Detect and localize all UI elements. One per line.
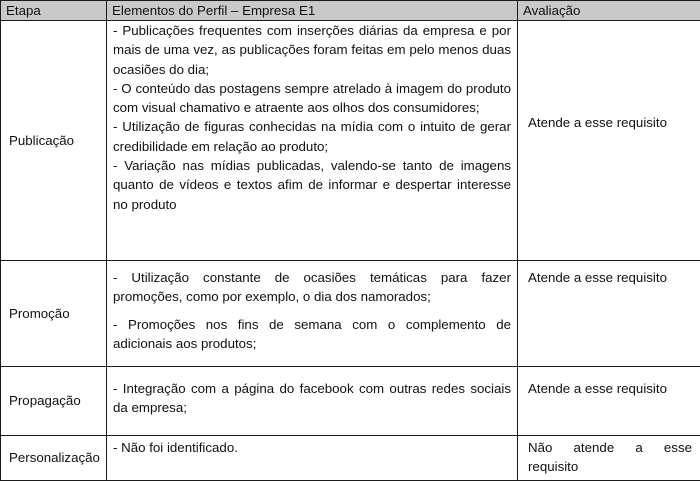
evaluation-cell: Atende a esse requisito (518, 367, 700, 436)
element-item: - Promoções nos fins de semana com o complemento de adicionais aos produtos; (113, 315, 511, 354)
element-item: - O conteúdo das postagens sempre atrelado à imagem do produto com visual chamativo e atraente aos olhos dos consumidores; (113, 79, 511, 118)
elements-cell (107, 21, 518, 261)
element-item: - Integração com a página do facebook com outras redes sociais da empresa; (113, 379, 511, 418)
element-item: - Utilização constante de ocasiões temáticas para fazer promoções, como por exemplo, o dia dos namorados; (113, 268, 511, 307)
stage-cell: Propagação (1, 367, 107, 436)
table-header (1, 1, 700, 21)
table-row-promocao (1, 261, 700, 367)
table-row-propagacao (1, 367, 700, 436)
header-row (1, 1, 700, 21)
evaluation-cell: Não atende a esse requisito (518, 436, 700, 481)
header-stage: Etapa (1, 1, 107, 21)
evaluation-cell: Atende a esse requisito (518, 21, 700, 261)
evaluation-cell: Atende a esse requisito (518, 261, 700, 367)
table-body (1, 21, 700, 481)
elements-cell (107, 436, 518, 481)
header-elements: Elementos do Perfil – Empresa E1 (107, 1, 518, 21)
table-row-publicacao (1, 21, 700, 261)
table-row-personalizacao (1, 436, 700, 481)
element-item: - Utilização de figuras conhecidas na mídia com o intuito de gerar credibilidade em relação ao produto; (113, 117, 511, 156)
stage-cell: Promoção (1, 261, 107, 367)
elements-cell (107, 261, 518, 367)
stage-cell: Personalização (1, 436, 107, 481)
stage-cell: Publicação (1, 21, 107, 261)
element-item: - Não foi identificado. (113, 438, 511, 457)
header-evaluation: Avaliação (518, 1, 700, 21)
elements-cell (107, 367, 518, 436)
element-item: - Publicações frequentes com inserções diárias da empresa e por mais de uma vez, as publicações foram feitas em pelo menos duas ocasiões do dia; (113, 21, 511, 79)
element-item: - Variação nas mídias publicadas, valendo-se tanto de imagens quanto de vídeos e textos afim de informar e despertar interesse no produto (113, 156, 511, 214)
